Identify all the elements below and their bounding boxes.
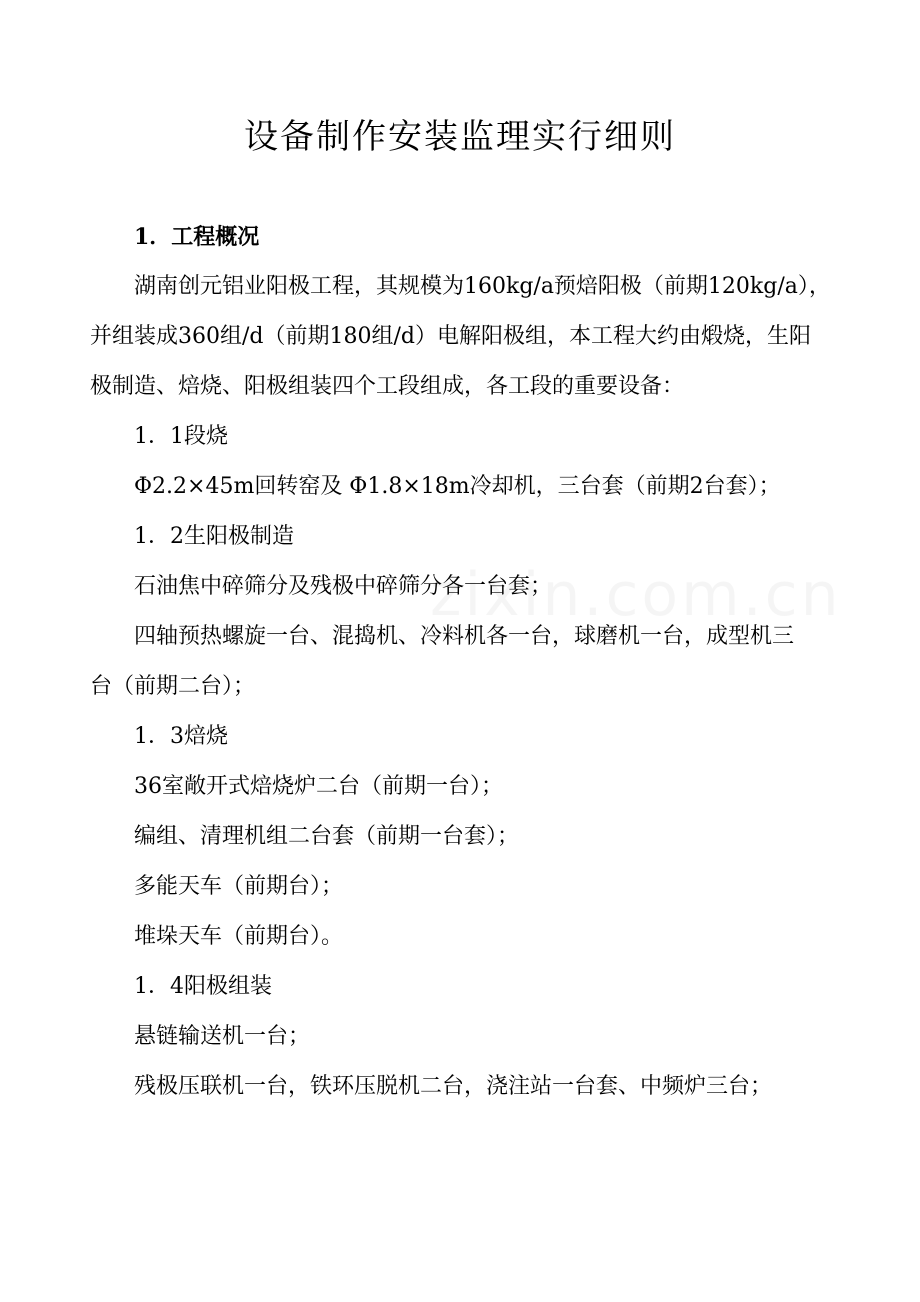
paragraph-line: 悬链输送机一台； [134,1024,311,1049]
paragraph-line: 36室敞开式焙烧炉二台（前期一台）； [134,774,503,799]
paragraph-line: 极制造、焙烧、阳极组装四个工段组成，各工段的重要设备： [90,374,685,399]
subsection-heading: 1．2生阳极制造 [134,524,294,549]
paragraph-line: 湖南创元铝业阳极工程，其规模为160kg/a预焙阳极（前期120kg/a）， [134,274,831,299]
paragraph-line: 堆垛天车（前期台）。 [134,924,344,949]
paragraph-line: 台（前期二台）； [90,674,256,699]
subsection-heading: 1．3焙烧 [134,724,228,749]
section-heading-overview: 1．工程概况 [134,224,260,250]
subsection-heading: 1．1段烧 [134,424,228,449]
paragraph-line: 残极压联机一台，铁环压脱机二台，浇注站一台套、中频炉三台； [134,1074,773,1099]
subsection-heading: 1．4阳极组装 [134,974,272,999]
paragraph-line: 四轴预热螺旋一台、混捣机、冷料机各一台，球磨机一台，成型机三 [134,624,795,649]
paragraph-line: 石油焦中碎筛分及残极中碎筛分各一台套； [134,574,553,599]
paragraph-line: 编组、清理机组二台套（前期一台套）； [134,824,520,849]
paragraph-line: 多能天车（前期台）； [134,874,344,899]
paragraph-line: Φ2.2×45m回转窑及 Φ1.8×18m冷却机，三台套（前期2台套）； [134,474,781,499]
paragraph-line: 并组装成360组/d（前期180组/d）电解阳极组，本工程大约由煅烧，生阳 [90,324,811,349]
document-title: 设备制作安装监理实行细则 [244,117,676,157]
